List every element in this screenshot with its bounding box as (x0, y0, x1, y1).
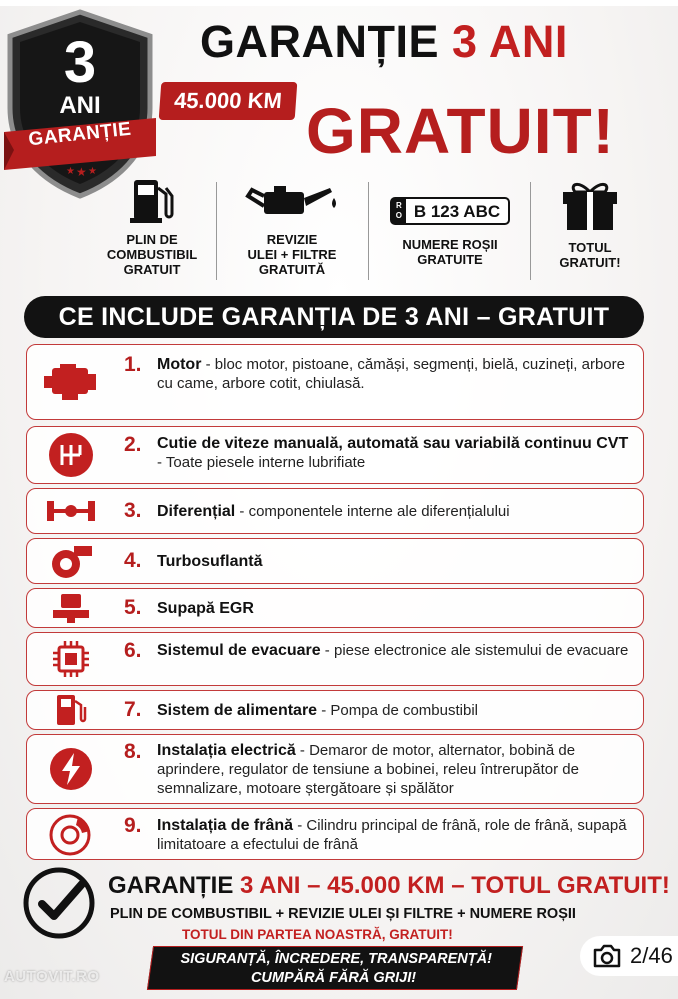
item-title: Diferențial (157, 503, 236, 520)
chip-icon (35, 636, 107, 682)
gallery-counter-text: 2/46 (630, 943, 673, 968)
badge-ribbon-text: GARANȚIE (27, 118, 133, 151)
gallery-counter[interactable] (580, 936, 678, 976)
item-text (157, 816, 629, 854)
benefit-plates-line-2: GRATUITE (417, 252, 483, 267)
item-desc: - bloc motor, pistoane, cămăși, segmenți, bielă, cuzineți, arbore cu came, arbore cotit, chiulasă. (157, 356, 625, 392)
item-text (157, 599, 629, 618)
item-desc: - Cilindru principal de frână, role de frână, supapă limitatoare a efectului de frână (157, 817, 627, 853)
engine-icon (35, 359, 107, 405)
gratuit-headline: GRATUIT! (306, 95, 615, 167)
license-plate-icon (390, 197, 510, 225)
footer-black: GARANȚIE (108, 872, 240, 899)
badge-number: 3 (63, 30, 97, 95)
item-text (157, 641, 629, 660)
item-number: 5. (124, 596, 142, 619)
oil-can-icon (244, 178, 340, 224)
item-number: 1. (124, 353, 142, 376)
lightning-icon (35, 746, 107, 792)
list-item (26, 808, 644, 860)
divider (216, 182, 217, 280)
plate-country: R O (392, 199, 406, 223)
item-desc: - Demaror de motor, alternator, bobină de aprindere, regulator de tensiune a bobinei, releu întrerupător de semnalizare, motoare ștergătoare și spălător (157, 742, 579, 797)
item-desc: - componentele interne ale diferențialului (235, 503, 510, 520)
item-number: 8. (124, 740, 142, 763)
benefit-fuel-line-1: PLIN DE (126, 232, 178, 247)
item-title: Motor (157, 356, 202, 373)
item-number: 9. (124, 814, 142, 837)
item-text (157, 552, 629, 571)
section-title: CE INCLUDE GARANȚIA DE 3 ANI – GRATUIT (24, 296, 644, 338)
item-title: Sistem de alimentare (157, 702, 318, 719)
list-item (26, 538, 644, 584)
svg-text:★: ★ (76, 165, 87, 179)
item-desc: - Pompa de combustibil (317, 702, 478, 719)
page-title (200, 16, 568, 68)
divider (530, 182, 531, 280)
brake-disc-icon (35, 811, 107, 857)
benefit-gift-line-2: GRATUIT! (559, 255, 621, 270)
list-item (26, 632, 644, 686)
benefit-gift-line-1: TOTUL (568, 240, 612, 255)
benefit-fuel-line-2: COMBUSTIBIL (106, 247, 198, 262)
watermark: AUTOVIT.RO (4, 968, 100, 985)
plate-number: B 123 ABC (413, 201, 501, 221)
benefit-plates (380, 196, 520, 267)
list-item (26, 344, 644, 420)
footer-tagline: TOTUL DIN PARTEA NOASTRĂ, GRATUIT! (182, 927, 453, 942)
gearbox-icon (35, 432, 107, 478)
item-number: 7. (124, 698, 142, 721)
item-text (157, 434, 629, 472)
egr-valve-icon (35, 585, 107, 631)
benefit-oil-line-2: ULEI + FILTRE (247, 247, 337, 262)
footer-red: 3 ANI – 45.000 KM – (240, 872, 472, 899)
item-title: Supapă EGR (157, 600, 254, 617)
item-number: 6. (124, 639, 142, 662)
fuel-pump-icon (124, 178, 180, 224)
item-number: 2. (124, 433, 142, 456)
divider (368, 182, 369, 280)
badge-ani: ANI (59, 92, 101, 119)
warranty-badge (4, 8, 156, 200)
benefit-plates-line-1: NUMERE ROȘII (402, 237, 498, 252)
gift-icon (557, 178, 623, 232)
item-number: 3. (124, 499, 142, 522)
svg-text:★: ★ (88, 166, 97, 177)
item-desc: - Toate piesele interne lubrifiate (157, 454, 366, 471)
list-item (26, 488, 644, 534)
svg-text:★: ★ (66, 166, 75, 177)
footer-headline (108, 872, 670, 900)
differential-axle-icon (35, 488, 107, 534)
item-desc: - piese electronice ale sistemului de evacuare (320, 642, 629, 659)
benefit-oil (236, 178, 348, 277)
km-pill: 45.000 KM (159, 82, 298, 120)
fuel-station-icon (35, 687, 107, 733)
item-title: Cutie de viteze manuală, automată sau variabilă continuu CVT (157, 435, 629, 452)
footer-benefits: PLIN DE COMBUSTIBIL + REVIZIE ULEI ȘI FILTRE + NUMERE ROȘII (110, 906, 576, 922)
benefit-fuel-line-3: GRATUIT (123, 262, 181, 277)
list-item (26, 426, 644, 484)
item-text (157, 502, 629, 521)
camera-icon (592, 944, 622, 968)
item-title: Instalația de frână (157, 817, 294, 834)
benefit-gift (546, 178, 634, 270)
item-number: 4. (124, 549, 142, 572)
item-text (157, 355, 629, 393)
list-item (26, 734, 644, 804)
benefit-oil-line-3: GRATUITĂ (258, 262, 326, 277)
item-text (157, 701, 629, 720)
banner-line-2: CUMPĂRĂ FĂRĂ GRIJI! (250, 970, 417, 986)
title-black: GARANȚIE (200, 16, 452, 67)
turbocharger-icon (35, 538, 107, 584)
item-text (157, 741, 629, 798)
banner-line-1: SIGURANȚĂ, ÎNCREDERE, TRANSPARENȚĂ! (180, 951, 492, 967)
title-red: 3 ANI (452, 16, 568, 67)
footer-banner (147, 946, 523, 990)
list-item (26, 690, 644, 730)
check-circle-icon (22, 866, 96, 940)
item-title: Sistemul de evacuare (157, 642, 321, 659)
item-title: Instalația electrică (157, 742, 296, 759)
list-item (26, 588, 644, 628)
top-strip (0, 0, 678, 6)
item-title: Turbosuflantă (157, 553, 263, 570)
benefit-oil-line-1: REVIZIE (266, 232, 318, 247)
benefit-fuel (100, 178, 204, 277)
footer-end: TOTUL GRATUIT! (471, 872, 670, 899)
